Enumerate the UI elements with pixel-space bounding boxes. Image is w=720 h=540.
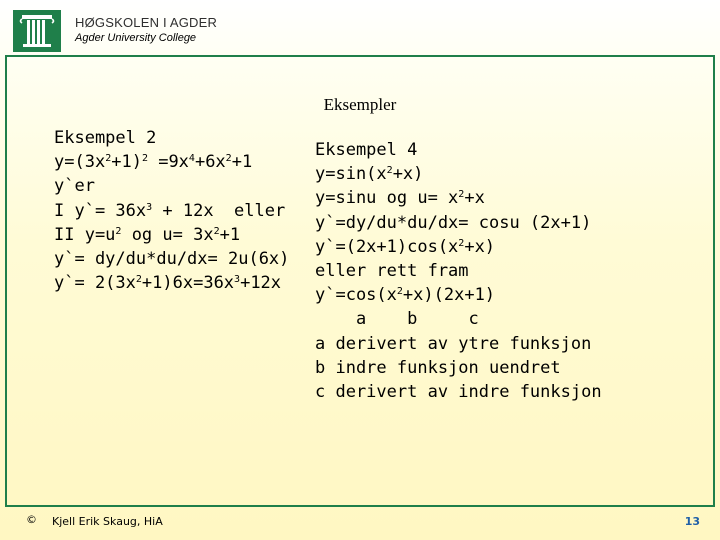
example-4-line: $y=\sin(x^2+x)$ (315, 164, 424, 185)
example-2-line: Eksempel 2 (54, 128, 157, 148)
example-4-line: y=sinu og $u= x^2+x$ (315, 188, 485, 209)
example-4-line: a derivert av ytre funksjon (315, 333, 592, 354)
example-4-column (315, 138, 602, 404)
header-divider (5, 55, 715, 57)
example-4-line: eller rett fram (315, 260, 469, 281)
example-2-line: $y=(3x^2+1)^2 =9x^4+6x^2+1$ (54, 152, 253, 173)
page-number: 13 (684, 515, 700, 528)
example-2-line: y`er (54, 176, 95, 197)
example-4-line: y`=dy/du*du/dx= cosu (2x+1) (315, 212, 592, 233)
footer-divider (5, 505, 715, 507)
copyright-symbol: © (26, 513, 37, 526)
example-2-line: y`= dy/du*du/dx= 2u(6x) (54, 248, 290, 269)
example-4-line: $y`=\cos(x^2+x)(2x+1)$ (315, 285, 496, 306)
example-2-column (54, 126, 289, 295)
example-4-line: c derivert av indre funksjon (315, 381, 602, 402)
left-border (5, 57, 7, 505)
slide-title: Eksempler (323, 95, 397, 114)
example-2-line: I y`= $36x^3 + 12x$ eller (54, 200, 286, 221)
college-name: HØGSKOLEN I AGDER (75, 15, 218, 30)
example-4-line: Eksempel 4 (315, 140, 418, 160)
college-logo (13, 10, 61, 52)
column-pillar-icon (13, 10, 61, 52)
example-4-line: a b c (315, 309, 479, 330)
example-2-line: II $y=u^2$ og $u= 3x^2+1$ (54, 224, 241, 245)
example-4-line: b indre funksjon uendret (315, 357, 561, 378)
right-border (713, 57, 715, 505)
example-2-line: y`= $2(3x^2+1)6x=36x^3+12x$ (54, 273, 282, 294)
example-4-line: $y`=(2x+1)\cos(x^2+x)$ (315, 236, 496, 257)
footer-author: Kjell Erik Skaug, HiA (52, 515, 163, 528)
college-subtitle: Agder University College (75, 32, 197, 44)
